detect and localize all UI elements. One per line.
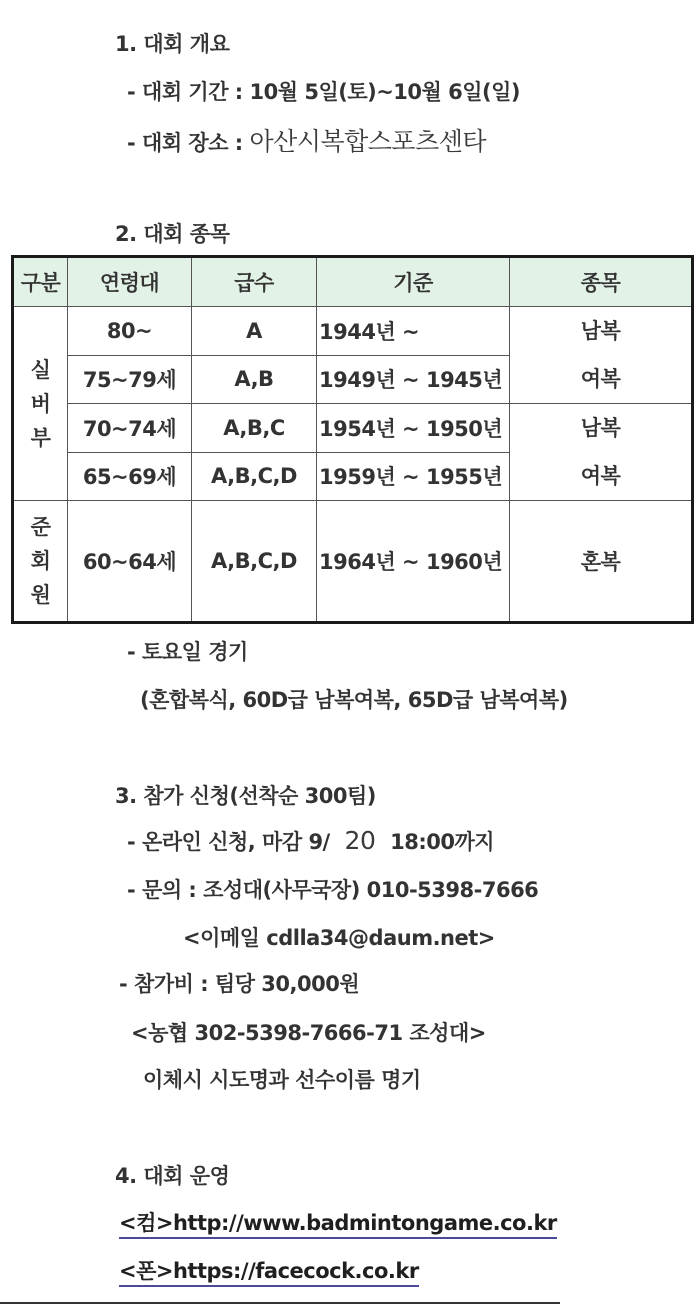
email-line: <이메일 cdlla34@daum.net> [183, 926, 495, 950]
competition-table [11, 255, 694, 624]
basis-cell: 1964년 ~ 1960년 [317, 501, 510, 623]
header-basis: 기준 [317, 257, 510, 307]
online-line [127, 826, 494, 856]
pc-site-link[interactable]: <컴>http://www.badmintongame.co.kr [119, 1211, 557, 1239]
remit-note: 이체시 시도명과 선수이름 명기 [143, 1068, 421, 1092]
saturday-title: - 토요일 경기 [127, 640, 248, 664]
age-cell: 60~64세 [68, 501, 192, 623]
header-event: 종목 [510, 257, 693, 307]
online-prefix: - 온라인 신청, 마감 9/ [127, 830, 337, 854]
section3-title: 3. 참가 신청(선착순 300팀) [115, 784, 376, 808]
account-line: <농협 302-5398-7666-71 조성대> [131, 1021, 486, 1045]
section4-title: 4. 대회 운영 [115, 1164, 230, 1188]
mobile-link-line [119, 1255, 419, 1285]
period-line [127, 76, 520, 106]
venue-line [127, 122, 486, 158]
venue-value: 아산시복합스포츠센타 [249, 127, 487, 156]
grade-cell: A,B,C,D [192, 501, 317, 623]
section1-title: 1. 대회 개요 [115, 32, 230, 56]
grade-cell: A,B,C [192, 404, 317, 453]
division-associate: 준 회 원 [13, 501, 68, 623]
event-cell-1: 남복 여복 [510, 307, 693, 404]
table-header-row [13, 257, 693, 307]
age-cell: 75~79세 [68, 355, 192, 404]
pc-link-line [119, 1207, 557, 1237]
table-row [13, 501, 693, 623]
fee-line: - 참가비 : 팀당 30,000원 [119, 972, 360, 996]
grade-cell: A,B [192, 355, 317, 404]
period-value: 10월 5일(토)~10월 6일(일) [249, 80, 521, 104]
grade-cell: A,B,C,D [192, 452, 317, 501]
basis-cell: 1954년 ~ 1950년 [317, 404, 510, 453]
age-cell: 80~ [68, 307, 192, 356]
event-cell-3: 혼복 [510, 501, 693, 623]
header-division: 구분 [13, 257, 68, 307]
age-cell: 65~69세 [68, 452, 192, 501]
section2-title: 2. 대회 종목 [115, 222, 230, 246]
online-suffix: 18:00까지 [383, 830, 495, 854]
table-row [13, 307, 693, 356]
period-label: - 대회 기간 : [127, 80, 250, 104]
basis-cell: 1959년 ~ 1955년 [317, 452, 510, 501]
division-silver: 실 버 부 [13, 307, 68, 501]
basis-cell: 1949년 ~ 1945년 [317, 355, 510, 404]
grade-cell: A [192, 307, 317, 356]
venue-label: - 대회 장소 : [127, 131, 250, 155]
header-grade: 급수 [192, 257, 317, 307]
event-cell-2: 남복 여복 [510, 404, 693, 501]
bottom-divider [0, 1302, 560, 1304]
age-cell: 70~74세 [68, 404, 192, 453]
inquiry-line: - 문의 : 조성대(사무국장) 010-5398-7666 [127, 878, 539, 902]
basis-cell: 1944년 ~ [317, 307, 510, 356]
table-row [13, 404, 693, 453]
online-day: 20 [344, 826, 376, 855]
saturday-detail: (혼합복식, 60D급 남복여복, 65D급 남복여복) [140, 688, 568, 712]
header-age: 연령대 [68, 257, 192, 307]
mobile-site-link[interactable]: <폰>https://facecock.co.kr [119, 1259, 419, 1287]
